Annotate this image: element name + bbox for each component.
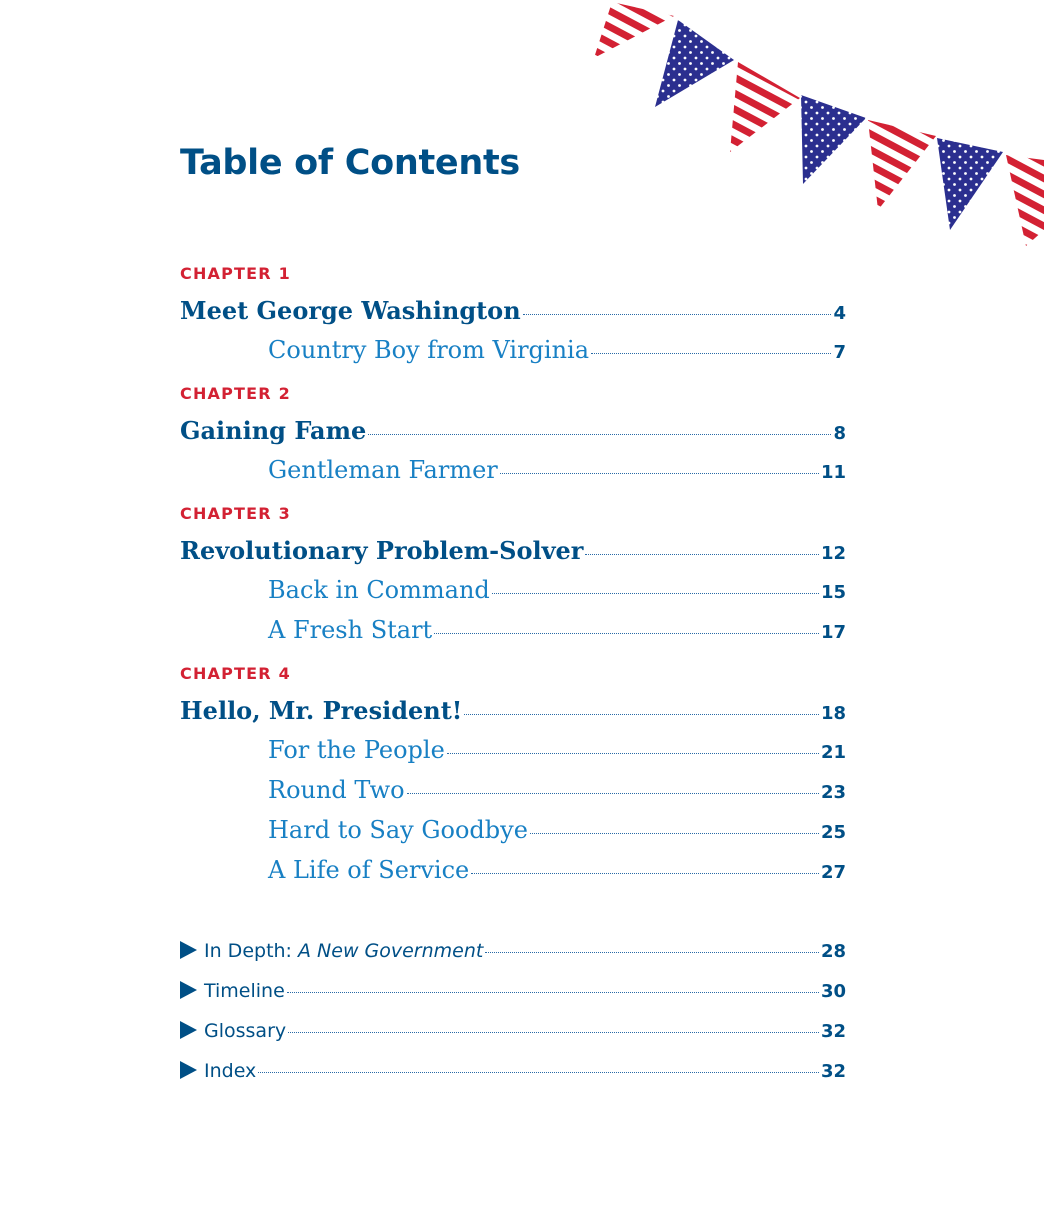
dot-leader xyxy=(530,833,819,834)
section-title: Hard to Say Goodbye xyxy=(268,816,528,844)
page-number: 30 xyxy=(820,981,846,1002)
dot-leader xyxy=(591,353,831,354)
page-number: 27 xyxy=(820,862,846,883)
toc-entry-section[interactable] xyxy=(268,816,846,844)
triangle-bullet-icon xyxy=(180,1021,197,1039)
section-title: Round Two xyxy=(268,776,405,804)
chapter-label: CHAPTER 4 xyxy=(180,664,291,683)
toc-entry-section[interactable] xyxy=(268,336,846,364)
section-title: For the People xyxy=(268,736,445,764)
chapter-label: CHAPTER 2 xyxy=(180,384,291,403)
dot-leader xyxy=(500,473,819,474)
chapter-title: Meet George Washington xyxy=(180,296,521,325)
flag-bunting-decoration xyxy=(0,0,1044,260)
triangle-bullet-icon xyxy=(180,1061,197,1079)
chapter-title: Gaining Fame xyxy=(180,416,367,445)
dot-leader xyxy=(287,992,819,993)
bunting-pennant-5 xyxy=(868,120,936,210)
section-title: Gentleman Farmer xyxy=(268,456,498,484)
dot-leader xyxy=(288,1032,819,1033)
chapter-title: Hello, Mr. President! xyxy=(180,696,463,725)
toc-entry-back-matter[interactable] xyxy=(180,939,846,962)
page-number: 15 xyxy=(820,582,846,603)
chapter-label: CHAPTER 1 xyxy=(180,264,291,283)
dot-leader xyxy=(368,434,831,435)
page-number: 8 xyxy=(833,423,846,444)
page-number: 18 xyxy=(820,703,846,724)
bunting-pennant-1 xyxy=(594,2,674,58)
back-matter-title: Glossary xyxy=(204,1020,287,1042)
chapter-label: CHAPTER 3 xyxy=(180,504,291,523)
section-title: A Fresh Start xyxy=(268,616,433,644)
page-number: 12 xyxy=(820,543,846,564)
toc-entry-section[interactable] xyxy=(268,736,846,764)
page-number: 11 xyxy=(820,462,846,483)
dot-leader xyxy=(447,753,819,754)
triangle-bullet-icon xyxy=(180,981,197,999)
dot-leader xyxy=(434,633,819,634)
page-title: Table of Contents xyxy=(180,143,520,183)
dot-leader xyxy=(258,1072,819,1073)
bunting-pennant-3 xyxy=(730,62,800,152)
dot-leader xyxy=(523,314,832,315)
page-number: 4 xyxy=(833,303,846,324)
dot-leader xyxy=(485,952,819,953)
page-number: 23 xyxy=(820,782,846,803)
toc-entry-section[interactable] xyxy=(268,856,846,884)
toc-entry-section[interactable] xyxy=(268,776,846,804)
dot-leader xyxy=(585,554,819,555)
bunting-pennant-4 xyxy=(801,95,866,184)
section-title: Country Boy from Virginia xyxy=(268,336,590,364)
bunting-pennant-7 xyxy=(1006,155,1044,246)
page-number: 7 xyxy=(833,342,846,363)
section-title: A Life of Service xyxy=(268,856,470,884)
back-matter-title: Index xyxy=(204,1060,257,1082)
chapter-title: Revolutionary Problem-Solver xyxy=(180,536,584,565)
section-title: Back in Command xyxy=(268,576,490,604)
page-number: 32 xyxy=(820,1021,846,1042)
page-number: 21 xyxy=(820,742,846,763)
toc-entry-chapter[interactable] xyxy=(180,296,846,325)
back-matter-title: In Depth: A New Government xyxy=(204,940,484,962)
page-number: 32 xyxy=(820,1061,846,1082)
dot-leader xyxy=(464,714,819,715)
toc-entry-section[interactable] xyxy=(268,616,846,644)
dot-leader xyxy=(471,873,819,874)
toc-entry-back-matter[interactable] xyxy=(180,979,846,1002)
triangle-bullet-icon xyxy=(180,941,197,959)
toc-entry-chapter[interactable] xyxy=(180,536,846,565)
toc-entry-section[interactable] xyxy=(268,456,846,484)
dot-leader xyxy=(492,593,819,594)
page-number: 25 xyxy=(820,822,846,843)
bunting-pennant-6 xyxy=(937,138,1003,230)
bunting-pennant-2 xyxy=(655,20,734,107)
toc-entry-section[interactable] xyxy=(268,576,846,604)
toc-entry-back-matter[interactable] xyxy=(180,1059,846,1082)
page-number: 28 xyxy=(820,941,846,962)
toc-entry-chapter[interactable] xyxy=(180,696,846,725)
dot-leader xyxy=(407,793,819,794)
page-number: 17 xyxy=(820,622,846,643)
toc-entry-back-matter[interactable] xyxy=(180,1019,846,1042)
back-matter-title: Timeline xyxy=(204,980,285,1002)
toc-entry-chapter[interactable] xyxy=(180,416,846,445)
